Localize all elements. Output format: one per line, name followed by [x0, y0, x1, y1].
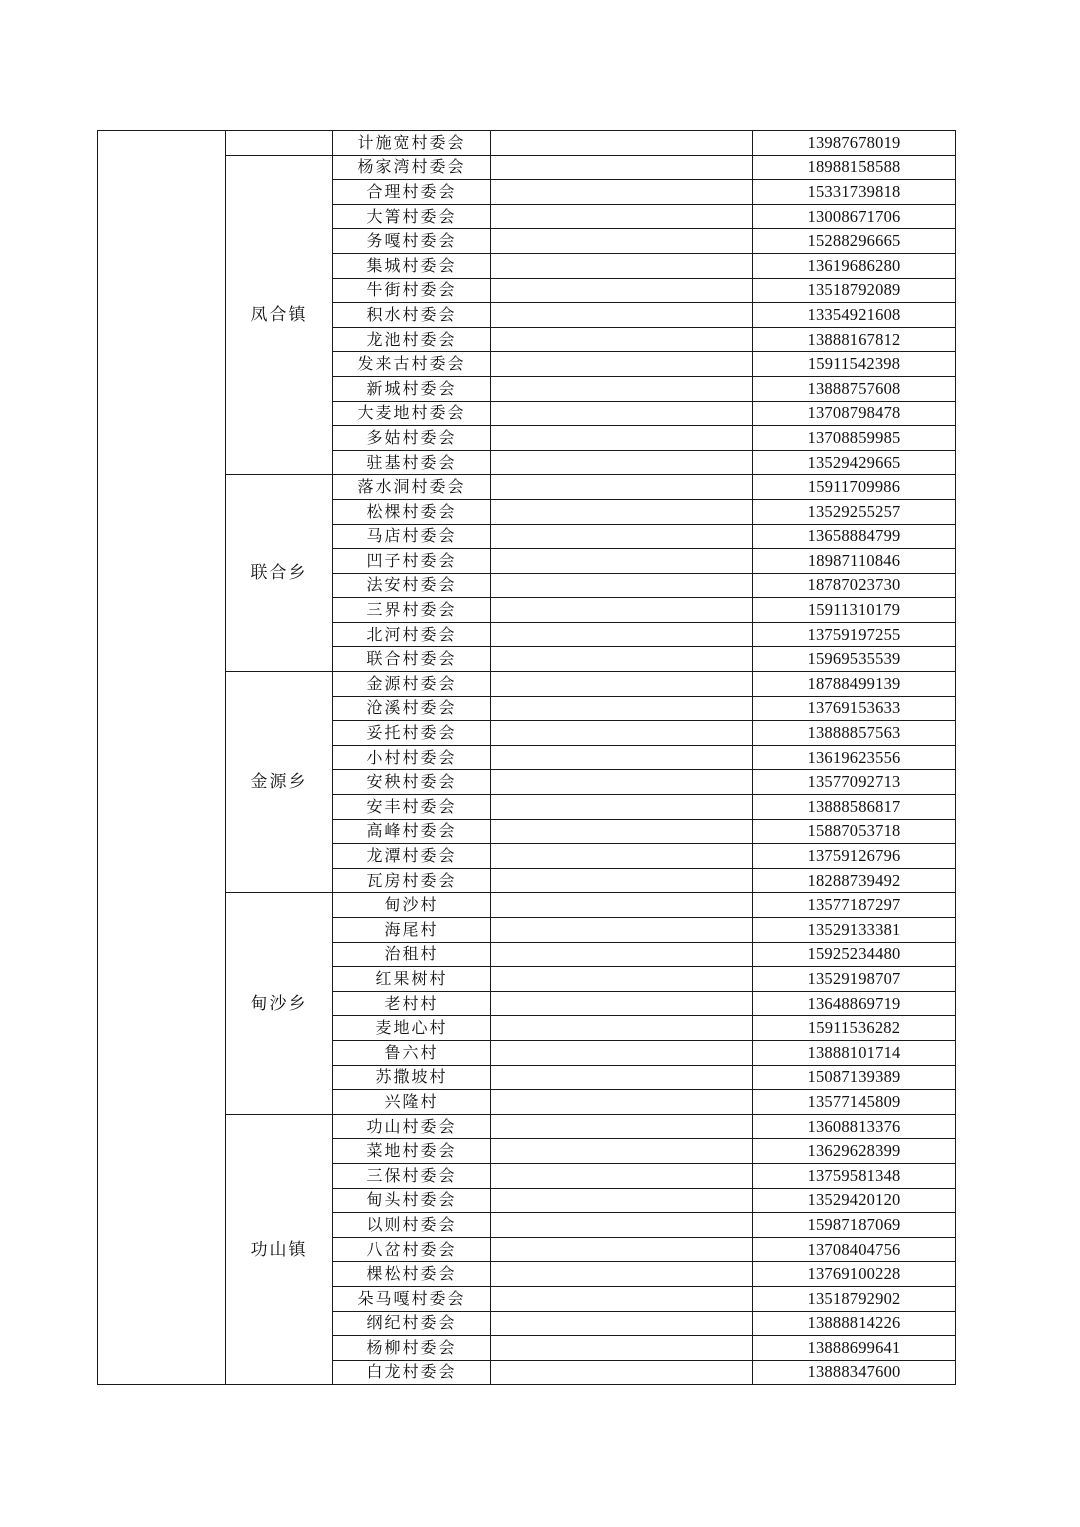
- phone-number-cell: 15911310179: [753, 598, 956, 623]
- contact-person-cell: [491, 1336, 753, 1361]
- phone-number-cell: 13769153633: [753, 696, 956, 721]
- phone-number-cell: 15925234480: [753, 942, 956, 967]
- contact-person-cell: [491, 647, 753, 672]
- phone-number-cell: 13769100228: [753, 1262, 956, 1287]
- phone-number-cell: 18988158588: [753, 155, 956, 180]
- village-name-cell: 八岔村委会: [333, 1237, 491, 1262]
- contact-person-cell: [491, 721, 753, 746]
- table-row: [98, 672, 956, 697]
- village-name-cell: 白龙村委会: [333, 1360, 491, 1385]
- contact-person-cell: [491, 967, 753, 992]
- table-row: [98, 1114, 956, 1139]
- village-name-cell: 务嘎村委会: [333, 229, 491, 254]
- phone-number-cell: 13518792902: [753, 1286, 956, 1311]
- village-name-cell: 法安村委会: [333, 573, 491, 598]
- phone-number-cell: 13759581348: [753, 1163, 956, 1188]
- contact-person-cell: [491, 450, 753, 475]
- contact-person-cell: [491, 696, 753, 721]
- phone-number-cell: 13577187297: [753, 893, 956, 918]
- contact-person-cell: [491, 1286, 753, 1311]
- contact-person-cell: [491, 253, 753, 278]
- village-name-cell: 妥托村委会: [333, 721, 491, 746]
- town-name-cell: 联合乡: [226, 475, 333, 672]
- village-name-cell: 鲁六村: [333, 1040, 491, 1065]
- phone-number-cell: 13529133381: [753, 918, 956, 943]
- phone-number-cell: 18288739492: [753, 868, 956, 893]
- contact-person-cell: [491, 131, 753, 156]
- contact-person-cell: [491, 1188, 753, 1213]
- village-name-cell: 松棵村委会: [333, 499, 491, 524]
- village-name-cell: 老村村: [333, 991, 491, 1016]
- town-name-cell: 功山镇: [226, 1114, 333, 1385]
- village-name-cell: 马店村委会: [333, 524, 491, 549]
- contact-person-cell: [491, 844, 753, 869]
- phone-number-cell: 13529198707: [753, 967, 956, 992]
- contact-person-cell: [491, 622, 753, 647]
- phone-number-cell: 15087139389: [753, 1065, 956, 1090]
- phone-number-cell: 13708404756: [753, 1237, 956, 1262]
- phone-number-cell: 13518792089: [753, 278, 956, 303]
- contact-person-cell: [491, 229, 753, 254]
- contact-person-cell: [491, 1163, 753, 1188]
- contact-person-cell: [491, 1311, 753, 1336]
- contact-person-cell: [491, 598, 753, 623]
- phone-number-cell: 15911709986: [753, 475, 956, 500]
- phone-number-cell: 15969535539: [753, 647, 956, 672]
- contact-person-cell: [491, 1237, 753, 1262]
- contact-person-cell: [491, 475, 753, 500]
- phone-number-cell: 13529429665: [753, 450, 956, 475]
- contact-person-cell: [491, 918, 753, 943]
- contact-person-cell: [491, 1040, 753, 1065]
- village-name-cell: 计施宽村委会: [333, 131, 491, 156]
- phone-number-cell: 13888167812: [753, 327, 956, 352]
- phone-number-cell: 13529420120: [753, 1188, 956, 1213]
- village-name-cell: 落水洞村委会: [333, 475, 491, 500]
- contact-person-cell: [491, 524, 753, 549]
- contact-person-cell: [491, 155, 753, 180]
- contact-person-cell: [491, 1213, 753, 1238]
- phone-number-cell: 13708798478: [753, 401, 956, 426]
- table-row: [98, 131, 956, 156]
- contact-person-cell: [491, 278, 753, 303]
- contact-person-cell: [491, 893, 753, 918]
- village-name-cell: 新城村委会: [333, 376, 491, 401]
- village-name-cell: 高峰村委会: [333, 819, 491, 844]
- village-name-cell: 多姑村委会: [333, 426, 491, 451]
- contact-person-cell: [491, 1139, 753, 1164]
- village-name-cell: 海尾村: [333, 918, 491, 943]
- contact-person-cell: [491, 1262, 753, 1287]
- village-name-cell: 发来古村委会: [333, 352, 491, 377]
- village-name-cell: 杨柳村委会: [333, 1336, 491, 1361]
- village-name-cell: 牛街村委会: [333, 278, 491, 303]
- contact-person-cell: [491, 401, 753, 426]
- town-name-cell: 凤合镇: [226, 155, 333, 475]
- phone-number-cell: 18787023730: [753, 573, 956, 598]
- village-name-cell: 杨家湾村委会: [333, 155, 491, 180]
- contact-person-cell: [491, 795, 753, 820]
- village-name-cell: 大箐村委会: [333, 204, 491, 229]
- phone-number-cell: 15987187069: [753, 1213, 956, 1238]
- village-name-cell: 驻基村委会: [333, 450, 491, 475]
- county-cell: [98, 131, 226, 1385]
- village-name-cell: 北河村委会: [333, 622, 491, 647]
- phone-number-cell: 13888814226: [753, 1311, 956, 1336]
- phone-number-cell: 13888101714: [753, 1040, 956, 1065]
- phone-number-cell: 13759197255: [753, 622, 956, 647]
- phone-number-cell: 13529255257: [753, 499, 956, 524]
- contact-person-cell: [491, 573, 753, 598]
- village-name-cell: 功山村委会: [333, 1114, 491, 1139]
- village-name-cell: 甸头村委会: [333, 1188, 491, 1213]
- table-row: [98, 893, 956, 918]
- phone-number-cell: 13577092713: [753, 770, 956, 795]
- table-row: [98, 475, 956, 500]
- phone-number-cell: 13888699641: [753, 1336, 956, 1361]
- village-name-cell: 合理村委会: [333, 180, 491, 205]
- village-name-cell: 安秧村委会: [333, 770, 491, 795]
- village-name-cell: 三保村委会: [333, 1163, 491, 1188]
- contact-person-cell: [491, 352, 753, 377]
- phone-number-cell: 13619686280: [753, 253, 956, 278]
- village-name-cell: 甸沙村: [333, 893, 491, 918]
- village-name-cell: 龙池村委会: [333, 327, 491, 352]
- phone-number-cell: 15911542398: [753, 352, 956, 377]
- village-name-cell: 安丰村委会: [333, 795, 491, 820]
- village-name-cell: 金源村委会: [333, 672, 491, 697]
- town-name-cell: 甸沙乡: [226, 893, 333, 1114]
- phone-number-cell: 13648869719: [753, 991, 956, 1016]
- village-name-cell: 积水村委会: [333, 303, 491, 328]
- village-name-cell: 瓦房村委会: [333, 868, 491, 893]
- village-name-cell: 沧溪村委会: [333, 696, 491, 721]
- phone-number-cell: 13888586817: [753, 795, 956, 820]
- contact-person-cell: [491, 991, 753, 1016]
- contact-person-cell: [491, 327, 753, 352]
- phone-number-cell: 15331739818: [753, 180, 956, 205]
- contact-person-cell: [491, 180, 753, 205]
- phone-number-cell: 13629628399: [753, 1139, 956, 1164]
- phone-number-cell: 13008671706: [753, 204, 956, 229]
- contact-person-cell: [491, 499, 753, 524]
- village-name-cell: 以则村委会: [333, 1213, 491, 1238]
- phone-number-cell: 13708859985: [753, 426, 956, 451]
- contact-person-cell: [491, 942, 753, 967]
- phone-number-cell: 18987110846: [753, 549, 956, 574]
- phone-number-cell: 13888857563: [753, 721, 956, 746]
- contact-person-cell: [491, 770, 753, 795]
- contact-person-cell: [491, 1114, 753, 1139]
- village-name-cell: 凹子村委会: [333, 549, 491, 574]
- phone-number-cell: 13888757608: [753, 376, 956, 401]
- contact-person-cell: [491, 672, 753, 697]
- phone-number-cell: 13658884799: [753, 524, 956, 549]
- village-name-cell: 集城村委会: [333, 253, 491, 278]
- town-name-cell: [226, 131, 333, 156]
- phone-number-cell: 13354921608: [753, 303, 956, 328]
- table-body: [98, 131, 956, 1385]
- contact-person-cell: [491, 819, 753, 844]
- village-name-cell: 大麦地村委会: [333, 401, 491, 426]
- contact-person-cell: [491, 1360, 753, 1385]
- village-name-cell: 小村村委会: [333, 745, 491, 770]
- contact-person-cell: [491, 426, 753, 451]
- contact-person-cell: [491, 376, 753, 401]
- phone-number-cell: 13577145809: [753, 1090, 956, 1115]
- village-name-cell: 纲纪村委会: [333, 1311, 491, 1336]
- contact-person-cell: [491, 1090, 753, 1115]
- town-name-cell: 金源乡: [226, 672, 333, 893]
- village-name-cell: 棵松村委会: [333, 1262, 491, 1287]
- village-name-cell: 苏撒坡村: [333, 1065, 491, 1090]
- phone-number-cell: 15887053718: [753, 819, 956, 844]
- village-name-cell: 三界村委会: [333, 598, 491, 623]
- village-name-cell: 麦地心村: [333, 1016, 491, 1041]
- contact-person-cell: [491, 868, 753, 893]
- phone-number-cell: 13987678019: [753, 131, 956, 156]
- village-name-cell: 朵马嘎村委会: [333, 1286, 491, 1311]
- village-name-cell: 兴隆村: [333, 1090, 491, 1115]
- phone-number-cell: 13619623556: [753, 745, 956, 770]
- phone-number-cell: 18788499139: [753, 672, 956, 697]
- contact-person-cell: [491, 303, 753, 328]
- phone-number-cell: 13759126796: [753, 844, 956, 869]
- phone-number-cell: 15911536282: [753, 1016, 956, 1041]
- village-name-cell: 菜地村委会: [333, 1139, 491, 1164]
- contact-person-cell: [491, 745, 753, 770]
- village-name-cell: 龙潭村委会: [333, 844, 491, 869]
- contact-person-cell: [491, 549, 753, 574]
- village-name-cell: 治租村: [333, 942, 491, 967]
- phone-number-cell: 15288296665: [753, 229, 956, 254]
- contact-person-cell: [491, 1065, 753, 1090]
- village-contact-table: [97, 130, 956, 1385]
- contact-person-cell: [491, 204, 753, 229]
- village-name-cell: 红果树村: [333, 967, 491, 992]
- phone-number-cell: 13888347600: [753, 1360, 956, 1385]
- contact-person-cell: [491, 1016, 753, 1041]
- village-name-cell: 联合村委会: [333, 647, 491, 672]
- phone-number-cell: 13608813376: [753, 1114, 956, 1139]
- table-row: [98, 155, 956, 180]
